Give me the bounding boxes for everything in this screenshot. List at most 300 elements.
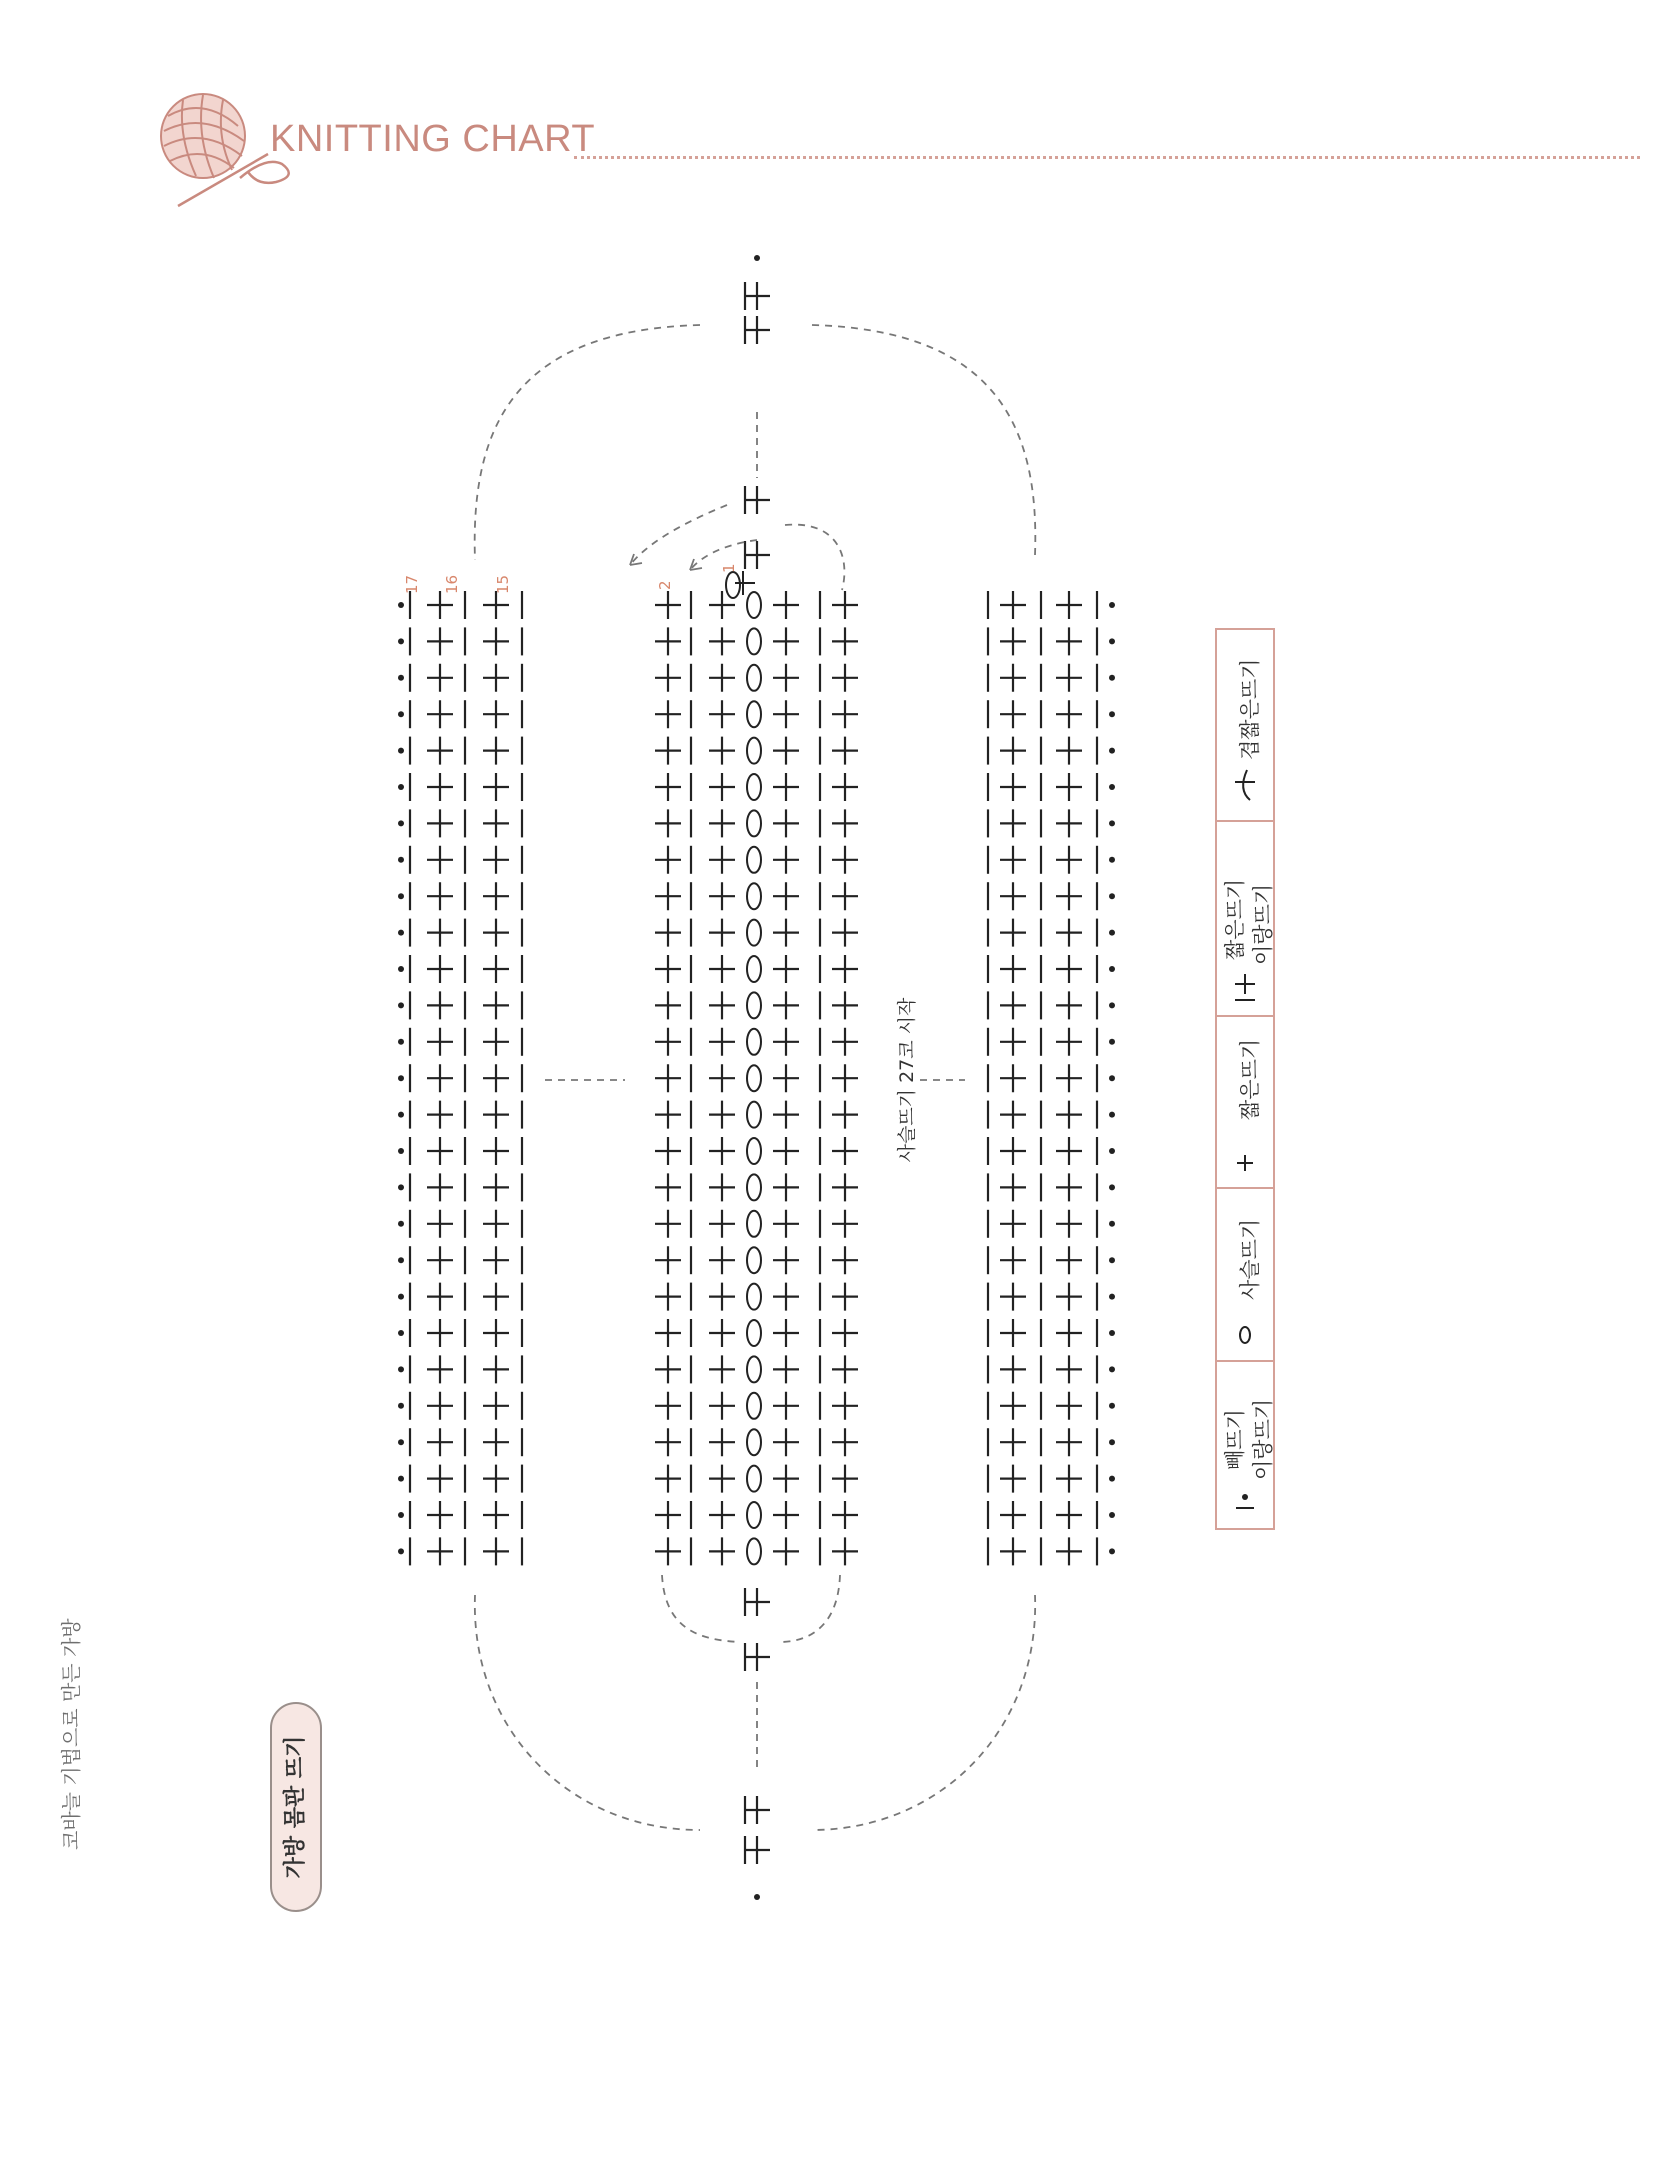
single-crochet-symbol xyxy=(483,627,509,655)
single-crochet-symbol xyxy=(1056,664,1082,692)
single-crochet-symbol xyxy=(1000,1283,1026,1311)
single-crochet-symbol xyxy=(427,1392,453,1420)
single-crochet-symbol xyxy=(1056,627,1082,655)
single-crochet-symbol xyxy=(832,773,858,801)
single-crochet-symbol xyxy=(427,846,453,874)
single-crochet-symbol xyxy=(832,700,858,728)
single-crochet-symbol xyxy=(655,1283,681,1311)
single-crochet-symbol xyxy=(655,1137,681,1165)
slip-stitch-symbol xyxy=(398,1221,404,1227)
single-crochet-symbol xyxy=(773,1210,799,1238)
single-crochet-symbol xyxy=(773,1064,799,1092)
single-crochet-symbol xyxy=(709,1028,735,1056)
single-crochet-symbol xyxy=(655,1064,681,1092)
single-crochet-symbol xyxy=(744,282,770,310)
single-crochet-symbol xyxy=(773,919,799,947)
legend-label-slip-stitch-2: 이랑뜨기 xyxy=(1251,1398,1275,1480)
single-crochet-symbol xyxy=(427,737,453,765)
single-crochet-symbol xyxy=(1000,1210,1026,1238)
single-crochet-symbol xyxy=(1056,1501,1082,1529)
slip-stitch-symbol xyxy=(398,893,404,899)
single-crochet-symbol xyxy=(1000,1028,1026,1056)
slip-stitch-symbol xyxy=(1109,820,1115,826)
row-number-2: 2 xyxy=(656,580,674,590)
legend-divider xyxy=(1215,1187,1275,1189)
single-crochet-symbol xyxy=(483,846,509,874)
chain-stitch-symbol xyxy=(747,1211,761,1237)
single-crochet-symbol xyxy=(1056,991,1082,1019)
single-crochet-symbol xyxy=(709,627,735,655)
single-crochet-symbol xyxy=(427,919,453,947)
single-crochet-symbol xyxy=(427,955,453,983)
chain-stitch-symbol xyxy=(747,665,761,691)
single-crochet-symbol xyxy=(1000,919,1026,947)
single-crochet-symbol xyxy=(1056,882,1082,910)
single-crochet-symbol xyxy=(483,1428,509,1456)
legend-label-slip-stitch-1: 빼뜨기 xyxy=(1223,1409,1247,1470)
single-crochet-symbol xyxy=(655,1355,681,1383)
slip-stitch-symbol xyxy=(1109,857,1115,863)
chain-stitch-symbol xyxy=(747,1429,761,1455)
single-crochet-symbol xyxy=(1056,773,1082,801)
chain-stitch-symbol xyxy=(747,1065,761,1091)
single-crochet-symbol xyxy=(709,664,735,692)
slip-stitch-symbol xyxy=(754,255,760,261)
single-crochet-symbol xyxy=(1000,1173,1026,1201)
single-crochet-symbol xyxy=(1000,1428,1026,1456)
slip-stitch-symbol xyxy=(398,1039,404,1045)
single-crochet-symbol xyxy=(832,664,858,692)
single-crochet-symbol xyxy=(773,1501,799,1529)
single-crochet-symbol xyxy=(483,882,509,910)
single-crochet-symbol xyxy=(655,773,681,801)
chain-stitch-symbol xyxy=(747,1174,761,1200)
single-crochet-symbol xyxy=(773,1465,799,1493)
single-crochet-symbol xyxy=(655,1465,681,1493)
single-crochet-symbol xyxy=(773,809,799,837)
single-crochet-symbol xyxy=(1000,1355,1026,1383)
single-crochet-symbol xyxy=(709,1137,735,1165)
single-crochet-symbol xyxy=(655,809,681,837)
slip-stitch-symbol xyxy=(398,711,404,717)
slip-stitch-symbol xyxy=(398,1330,404,1336)
single-crochet-symbol xyxy=(1000,700,1026,728)
legend-divider xyxy=(1215,1015,1275,1017)
slip-stitch-symbol xyxy=(398,602,404,608)
chain-stitch-symbol xyxy=(747,701,761,727)
single-crochet-symbol xyxy=(832,1137,858,1165)
single-crochet-symbol xyxy=(773,1355,799,1383)
single-crochet-symbol xyxy=(1000,1392,1026,1420)
single-crochet-symbol xyxy=(483,1028,509,1056)
chain-stitch-symbol xyxy=(747,774,761,800)
single-crochet-symbol xyxy=(832,1392,858,1420)
chain-stitch-symbol xyxy=(747,628,761,654)
single-crochet-symbol xyxy=(832,1173,858,1201)
single-crochet-symbol xyxy=(655,1246,681,1274)
single-crochet-symbol xyxy=(832,1246,858,1274)
single-crochet-symbol xyxy=(1000,1101,1026,1129)
single-crochet-symbol xyxy=(1000,955,1026,983)
single-crochet-symbol xyxy=(832,991,858,1019)
single-crochet-symbol xyxy=(709,1319,735,1347)
single-crochet-symbol xyxy=(709,1173,735,1201)
slip-stitch-symbol xyxy=(754,1894,760,1900)
single-crochet-symbol xyxy=(744,541,770,569)
single-crochet-symbol xyxy=(655,1210,681,1238)
single-crochet-symbol xyxy=(655,1501,681,1529)
single-crochet-symbol xyxy=(427,773,453,801)
single-crochet-symbol xyxy=(773,1537,799,1565)
single-crochet-symbol xyxy=(1056,737,1082,765)
single-crochet-symbol xyxy=(709,846,735,874)
chain-stitch-symbol xyxy=(747,1538,761,1564)
slip-stitch-symbol xyxy=(398,638,404,644)
dashed-guide-line xyxy=(475,1595,700,1830)
single-crochet-symbol xyxy=(1056,1355,1082,1383)
slip-stitch-symbol xyxy=(1109,1512,1115,1518)
single-crochet-symbol xyxy=(709,1465,735,1493)
single-crochet-symbol xyxy=(1056,1319,1082,1347)
single-crochet-symbol xyxy=(709,1428,735,1456)
single-crochet-symbol xyxy=(709,882,735,910)
single-crochet-symbol xyxy=(832,882,858,910)
single-crochet-symbol xyxy=(773,1319,799,1347)
single-crochet-symbol xyxy=(773,882,799,910)
row-number-16: 16 xyxy=(443,574,461,594)
single-crochet-symbol xyxy=(773,1173,799,1201)
single-crochet-symbol xyxy=(1000,882,1026,910)
single-crochet-symbol xyxy=(483,991,509,1019)
slip-stitch-symbol xyxy=(1109,1148,1115,1154)
chain-stitch-symbol xyxy=(747,1284,761,1310)
single-crochet-symbol xyxy=(744,1588,770,1616)
single-crochet-symbol xyxy=(709,700,735,728)
single-crochet-symbol xyxy=(1000,591,1026,619)
single-crochet-symbol xyxy=(744,1643,770,1671)
single-crochet-symbol xyxy=(832,1210,858,1238)
chain-stitch-symbol xyxy=(747,1502,761,1528)
single-crochet-symbol xyxy=(832,1501,858,1529)
single-crochet-symbol xyxy=(427,1137,453,1165)
single-crochet-symbol xyxy=(709,1392,735,1420)
single-crochet-symbol xyxy=(709,1537,735,1565)
slip-stitch-symbol xyxy=(398,784,404,790)
single-crochet-symbol xyxy=(427,1283,453,1311)
slip-stitch-symbol xyxy=(1109,1112,1115,1118)
slip-stitch-symbol xyxy=(1109,1039,1115,1045)
single-crochet-symbol xyxy=(773,1101,799,1129)
single-crochet-symbol xyxy=(773,1028,799,1056)
slip-stitch-symbol xyxy=(1109,1257,1115,1263)
single-crochet-symbol xyxy=(832,846,858,874)
single-crochet-symbol xyxy=(773,700,799,728)
single-crochet-symbol xyxy=(427,627,453,655)
dashed-guide-line xyxy=(475,325,700,560)
single-crochet-symbol xyxy=(832,1465,858,1493)
single-crochet-symbol xyxy=(1056,1210,1082,1238)
single-crochet-symbol xyxy=(1000,1501,1026,1529)
single-crochet-symbol xyxy=(483,1537,509,1565)
single-crochet-symbol xyxy=(1056,1028,1082,1056)
single-crochet-symbol xyxy=(483,737,509,765)
chain-stitch-symbol xyxy=(747,1029,761,1055)
slip-stitch-symbol xyxy=(398,930,404,936)
slip-stitch-symbol xyxy=(1109,748,1115,754)
slip-stitch-symbol xyxy=(1109,1476,1115,1482)
single-crochet-symbol xyxy=(773,737,799,765)
slip-stitch-symbol xyxy=(398,1148,404,1154)
single-crochet-symbol xyxy=(427,1246,453,1274)
legend-label-chain: 사슬뜨기 xyxy=(1238,1218,1262,1300)
single-crochet-symbol xyxy=(1000,1465,1026,1493)
single-crochet-symbol xyxy=(744,1796,770,1824)
single-crochet-symbol xyxy=(483,955,509,983)
single-crochet-symbol xyxy=(427,1355,453,1383)
single-crochet-symbol xyxy=(1056,1173,1082,1201)
single-crochet-symbol xyxy=(427,1173,453,1201)
single-crochet-symbol xyxy=(483,591,509,619)
single-crochet-symbol xyxy=(427,882,453,910)
single-crochet-symbol xyxy=(427,1428,453,1456)
slip-stitch-symbol xyxy=(1109,675,1115,681)
single-crochet-symbol xyxy=(1000,627,1026,655)
single-crochet-symbol xyxy=(709,955,735,983)
chain-stitch-symbol xyxy=(747,1356,761,1382)
slip-stitch-symbol xyxy=(1109,711,1115,717)
single-crochet-symbol xyxy=(655,1428,681,1456)
single-crochet-symbol xyxy=(427,1028,453,1056)
dashed-guide-line xyxy=(785,525,844,590)
single-crochet-symbol xyxy=(1000,809,1026,837)
dashed-guide-line xyxy=(662,1575,740,1642)
single-crochet-symbol xyxy=(709,1101,735,1129)
slip-stitch-symbol xyxy=(398,1112,404,1118)
single-crochet-symbol xyxy=(483,1465,509,1493)
chain-stitch-symbol xyxy=(747,1320,761,1346)
slip-stitch-symbol xyxy=(1109,1221,1115,1227)
slip-stitch-symbol xyxy=(398,1548,404,1554)
single-crochet-symbol xyxy=(1000,1537,1026,1565)
single-crochet-symbol xyxy=(655,955,681,983)
single-crochet-symbol xyxy=(1000,664,1026,692)
single-crochet-symbol xyxy=(655,1392,681,1420)
single-crochet-symbol xyxy=(655,1319,681,1347)
single-crochet-symbol xyxy=(1000,737,1026,765)
slip-stitch-symbol xyxy=(398,1512,404,1518)
single-crochet-symbol xyxy=(1000,846,1026,874)
single-crochet-symbol xyxy=(709,1064,735,1092)
dashed-guide-line xyxy=(812,1595,1035,1830)
slip-stitch-symbol xyxy=(1109,1548,1115,1554)
single-crochet-symbol xyxy=(483,919,509,947)
slip-stitch-symbol xyxy=(1109,638,1115,644)
single-crochet-symbol xyxy=(773,1428,799,1456)
single-crochet-symbol xyxy=(773,846,799,874)
single-crochet-symbol xyxy=(427,1101,453,1129)
slip-stitch-symbol xyxy=(398,857,404,863)
single-crochet-symbol xyxy=(832,955,858,983)
legend-label-double-single: 겹짧은뜨기 xyxy=(1238,658,1262,760)
single-crochet-symbol xyxy=(773,664,799,692)
single-crochet-symbol xyxy=(427,991,453,1019)
single-crochet-symbol xyxy=(773,1392,799,1420)
chain-stitch-symbol xyxy=(726,572,740,598)
single-crochet-symbol xyxy=(655,591,681,619)
single-crochet-symbol xyxy=(709,919,735,947)
single-crochet-symbol xyxy=(709,1355,735,1383)
single-crochet-symbol xyxy=(832,737,858,765)
chain-stitch-symbol xyxy=(747,956,761,982)
row-number-15: 15 xyxy=(494,574,512,594)
chain-stitch-symbol xyxy=(747,592,761,618)
slip-stitch-symbol xyxy=(398,748,404,754)
single-crochet-symbol xyxy=(773,1246,799,1274)
legend-divider xyxy=(1215,1360,1275,1362)
single-crochet-symbol xyxy=(427,1537,453,1565)
single-crochet-symbol xyxy=(773,1137,799,1165)
row-number-17: 17 xyxy=(403,574,421,594)
single-crochet-symbol xyxy=(832,1283,858,1311)
single-crochet-symbol xyxy=(483,1173,509,1201)
single-crochet-symbol xyxy=(709,1210,735,1238)
slip-stitch-symbol xyxy=(398,1075,404,1081)
slip-stitch-symbol xyxy=(398,1257,404,1263)
chain-stitch-symbol xyxy=(747,810,761,836)
single-crochet-symbol xyxy=(709,1283,735,1311)
legend-divider xyxy=(1215,820,1275,822)
single-crochet-symbol xyxy=(832,1028,858,1056)
slip-stitch-symbol xyxy=(398,675,404,681)
single-crochet-symbol xyxy=(1056,1428,1082,1456)
single-crochet-symbol xyxy=(1056,1101,1082,1129)
single-crochet-symbol xyxy=(1056,1392,1082,1420)
single-crochet-symbol xyxy=(483,1355,509,1383)
single-crochet-symbol xyxy=(1056,1465,1082,1493)
slip-stitch-symbol xyxy=(1109,1439,1115,1445)
single-crochet-symbol xyxy=(832,919,858,947)
single-crochet-symbol xyxy=(709,809,735,837)
single-crochet-symbol xyxy=(483,1137,509,1165)
single-crochet-symbol xyxy=(1000,991,1026,1019)
single-crochet-symbol xyxy=(1056,1537,1082,1565)
single-crochet-symbol xyxy=(483,1064,509,1092)
page-title: KNITTING CHART xyxy=(270,118,596,160)
single-crochet-symbol xyxy=(1000,773,1026,801)
chain-stitch-symbol xyxy=(747,883,761,909)
single-crochet-symbol xyxy=(483,1501,509,1529)
single-crochet-symbol xyxy=(709,737,735,765)
side-caption: 코바늘 기법으로 만든 가방 xyxy=(59,1618,83,1850)
chain-stitch-symbol xyxy=(747,847,761,873)
single-crochet-symbol xyxy=(832,1428,858,1456)
slip-stitch-symbol xyxy=(398,1476,404,1482)
chain-stitch-symbol xyxy=(747,1393,761,1419)
single-crochet-symbol xyxy=(832,1537,858,1565)
single-crochet-symbol xyxy=(427,809,453,837)
single-crochet-symbol xyxy=(832,1101,858,1129)
single-crochet-symbol xyxy=(427,1501,453,1529)
slip-stitch-symbol xyxy=(1109,1184,1115,1190)
single-crochet-symbol xyxy=(655,882,681,910)
slip-stitch-symbol xyxy=(398,1184,404,1190)
single-crochet-symbol xyxy=(655,627,681,655)
single-crochet-symbol xyxy=(1056,591,1082,619)
single-crochet-symbol xyxy=(427,591,453,619)
single-crochet-symbol xyxy=(1056,1137,1082,1165)
single-crochet-symbol xyxy=(1056,1283,1082,1311)
single-crochet-symbol xyxy=(655,1101,681,1129)
slip-stitch-symbol xyxy=(1109,930,1115,936)
chain-stitch-symbol xyxy=(747,1138,761,1164)
single-crochet-symbol xyxy=(832,627,858,655)
single-crochet-symbol xyxy=(832,1319,858,1347)
single-crochet-symbol xyxy=(773,955,799,983)
section-badge: 가방 몸판 뜨기 xyxy=(270,1702,322,1912)
single-crochet-symbol xyxy=(483,1319,509,1347)
slip-stitch-symbol xyxy=(398,1294,404,1300)
single-crochet-symbol xyxy=(1056,1246,1082,1274)
single-crochet-symbol xyxy=(1000,1064,1026,1092)
slip-stitch-symbol xyxy=(398,1403,404,1409)
single-crochet-symbol xyxy=(427,1064,453,1092)
single-crochet-symbol xyxy=(1000,1137,1026,1165)
single-crochet-symbol xyxy=(655,1173,681,1201)
single-crochet-symbol xyxy=(655,1028,681,1056)
dashed-guide-arrow xyxy=(630,505,727,565)
row-number-1: 1 xyxy=(720,563,738,573)
slip-stitch-symbol xyxy=(1109,1330,1115,1336)
slip-stitch-symbol xyxy=(1109,602,1115,608)
legend-label-single-back-1: 짧은뜨기 xyxy=(1223,878,1247,960)
single-crochet-symbol xyxy=(483,1210,509,1238)
slip-stitch-symbol xyxy=(398,966,404,972)
slip-stitch-symbol xyxy=(1109,1002,1115,1008)
single-crochet-symbol xyxy=(483,700,509,728)
chain-stitch-symbol xyxy=(747,1247,761,1273)
single-crochet-symbol xyxy=(655,700,681,728)
single-crochet-symbol xyxy=(1000,1246,1026,1274)
slip-stitch-symbol xyxy=(398,1366,404,1372)
single-crochet-symbol xyxy=(655,1537,681,1565)
single-crochet-symbol xyxy=(1000,1319,1026,1347)
single-crochet-symbol xyxy=(655,664,681,692)
slip-stitch-symbol xyxy=(1109,784,1115,790)
dashed-guide-line xyxy=(812,325,1035,555)
chain-stitch-symbol xyxy=(747,920,761,946)
single-crochet-symbol xyxy=(655,991,681,1019)
dashed-guide-line xyxy=(780,1575,840,1642)
single-crochet-symbol xyxy=(483,1392,509,1420)
single-crochet-symbol xyxy=(773,627,799,655)
single-crochet-symbol xyxy=(483,1283,509,1311)
slip-stitch-symbol xyxy=(398,1439,404,1445)
slip-stitch-symbol xyxy=(1109,1403,1115,1409)
single-crochet-symbol xyxy=(709,591,735,619)
single-crochet-symbol xyxy=(1056,919,1082,947)
single-crochet-symbol xyxy=(709,1501,735,1529)
chain-stitch-symbol xyxy=(747,1102,761,1128)
single-crochet-symbol xyxy=(483,664,509,692)
single-crochet-symbol xyxy=(427,1465,453,1493)
single-crochet-symbol xyxy=(832,1355,858,1383)
single-crochet-symbol xyxy=(427,664,453,692)
single-crochet-symbol xyxy=(773,1283,799,1311)
legend-label-single-back-2: 이랑뜨기 xyxy=(1251,883,1275,965)
single-crochet-symbol xyxy=(483,773,509,801)
single-crochet-symbol xyxy=(773,773,799,801)
single-crochet-symbol xyxy=(832,1064,858,1092)
